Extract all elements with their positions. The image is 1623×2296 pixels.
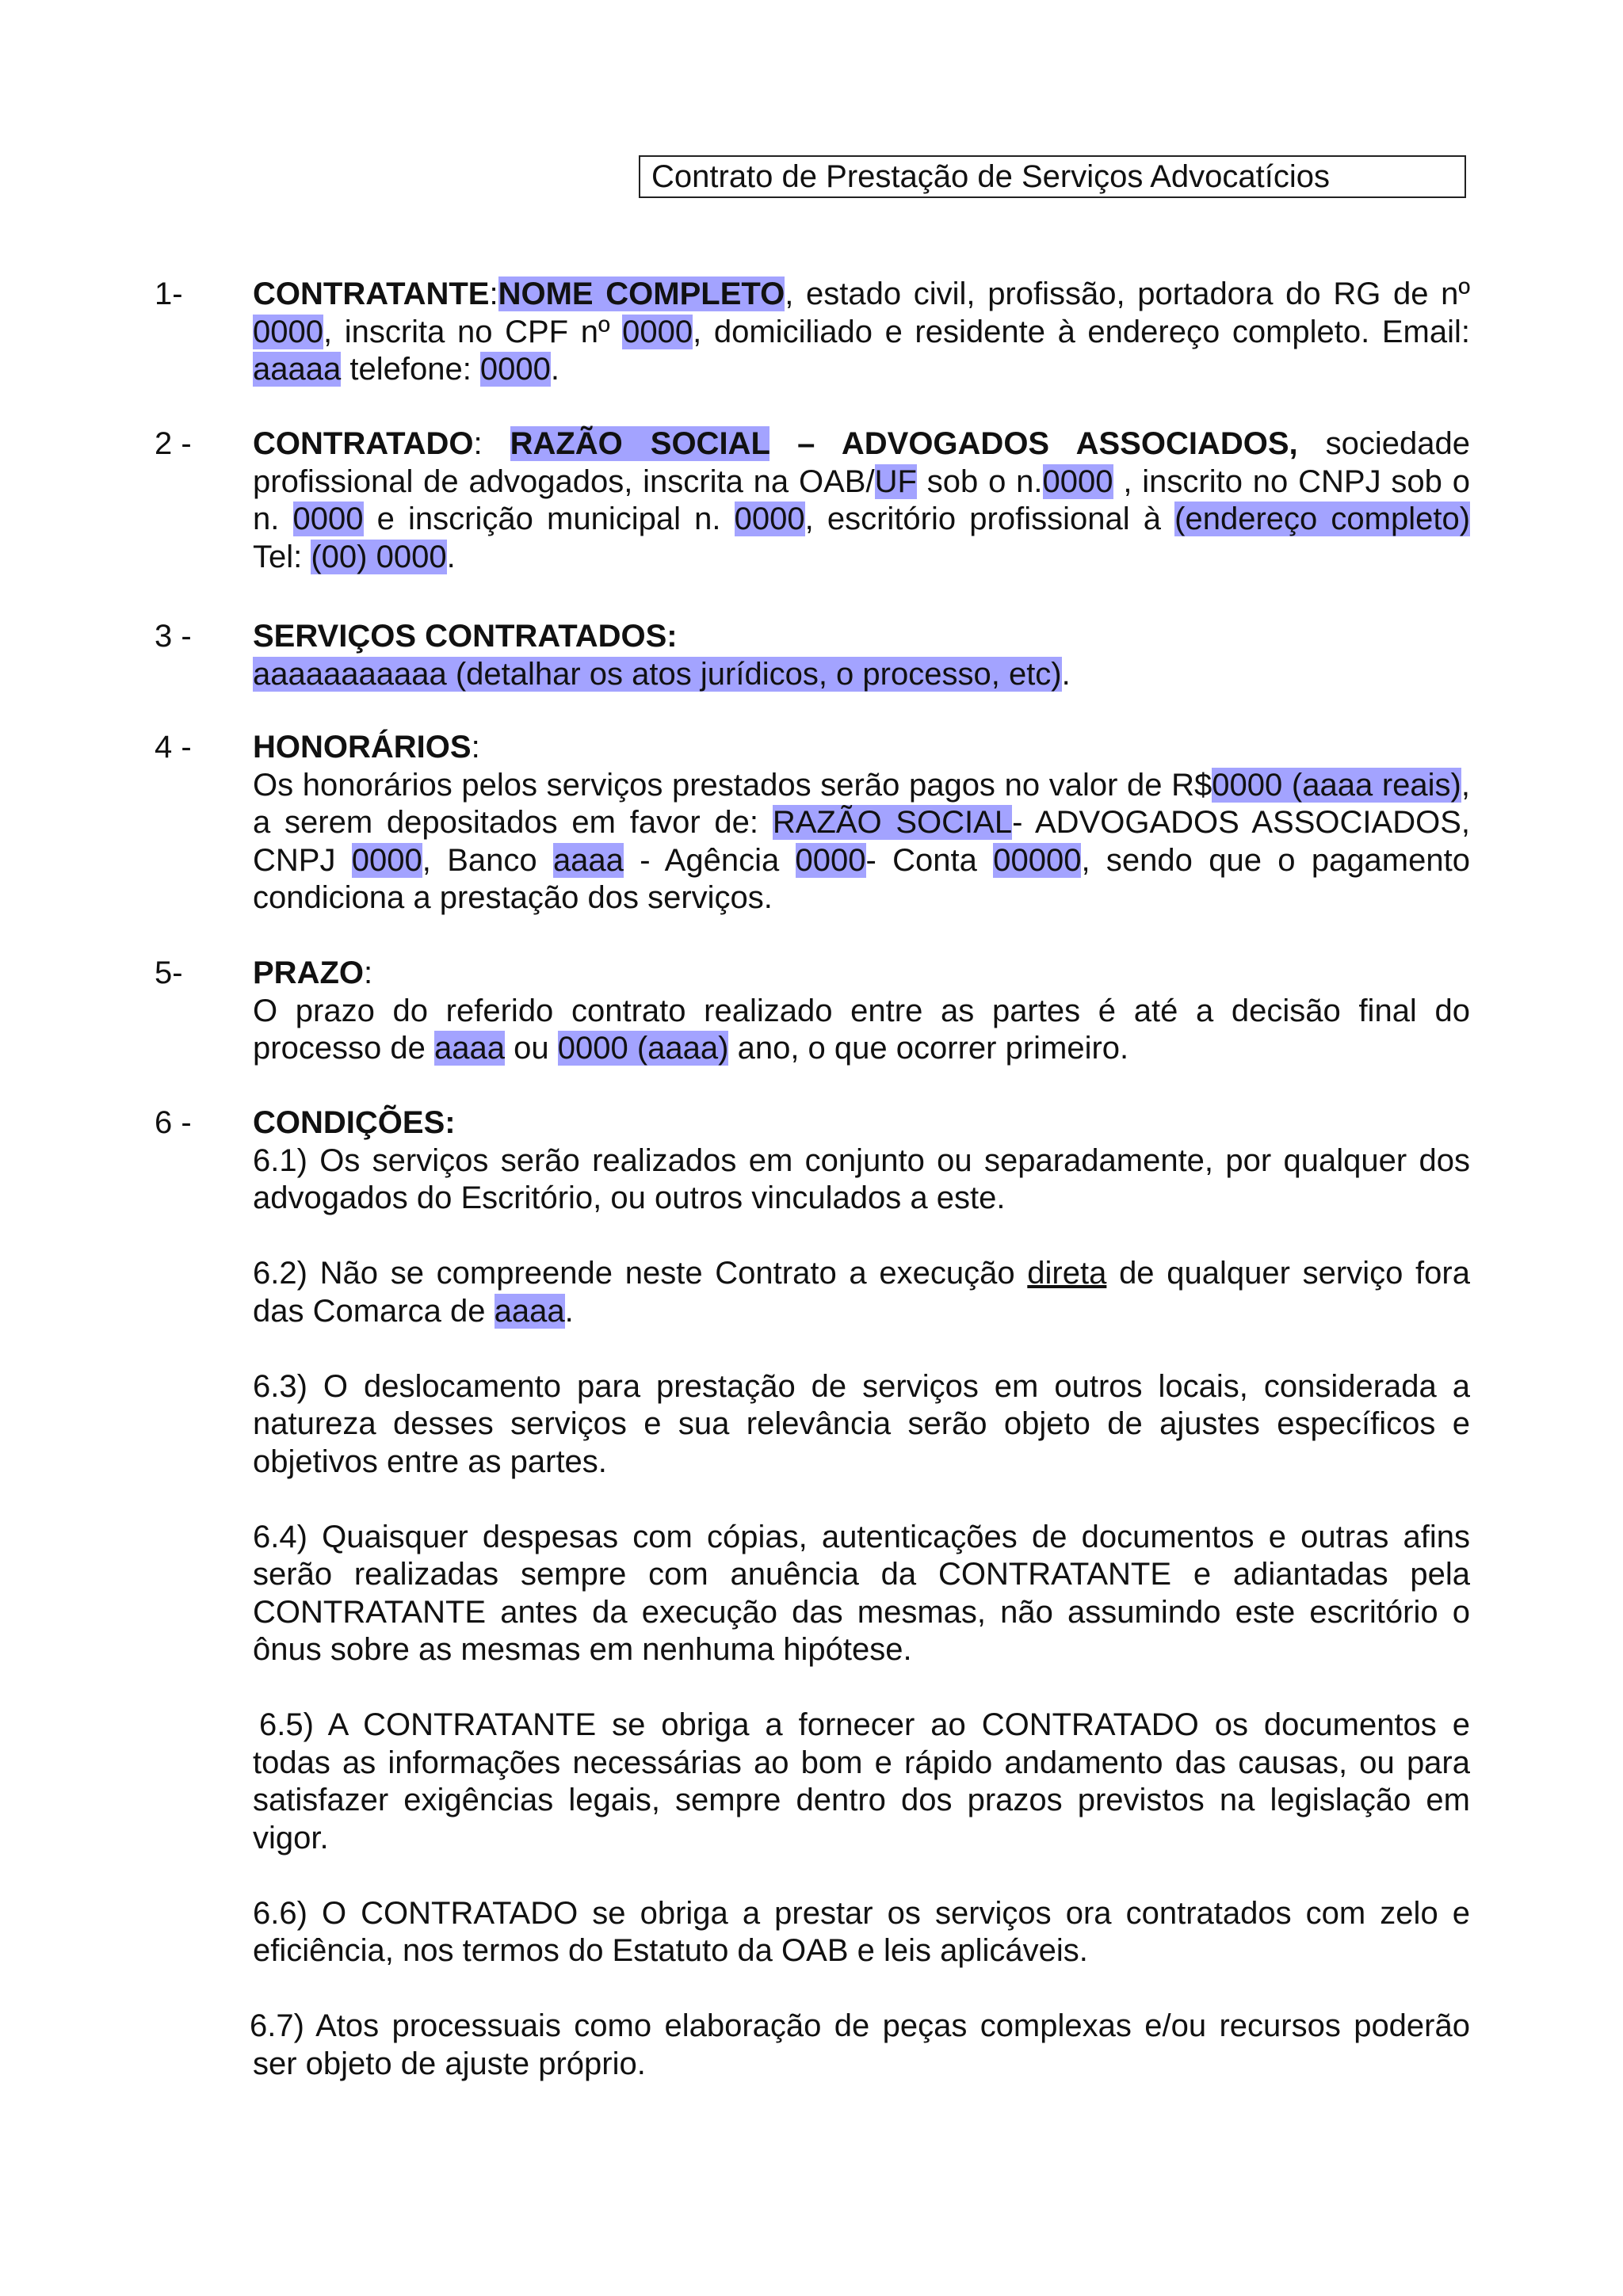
placeholder-oab: 0000 [1042, 463, 1113, 499]
text: , domiciliado e residente à endereço completo. Email: [693, 314, 1470, 349]
section-contratado [155, 425, 1470, 576]
placeholder-account: 00000 [993, 842, 1082, 878]
text: , sendo que o pagamento condiciona a prestação dos serviços. [253, 842, 1470, 915]
section-label: HONORÁRIOS [253, 730, 472, 765]
section-number: 5- [155, 955, 183, 990]
placeholder-comarca: aaaa [494, 1293, 565, 1329]
condition-6-5: 6.5) A CONTRATANTE se obriga a fornecer ao CONTRATADO os documentos e todas as informações necessárias ao bom e rápido andamento das causas, ou para satisfazer exigências legais, sempre dentro dos prazos previstos na legislação em vigor. [253, 1707, 1470, 1855]
section-body [253, 955, 1470, 1068]
placeholder-fee-value: 0000 (aaaa reais) [1212, 767, 1461, 803]
section-contratante [155, 276, 1470, 389]
text: , Banco [422, 842, 553, 878]
text: , a serem depositados em favor de: [253, 767, 1470, 840]
section-label: CONDIÇÕES: [253, 1105, 456, 1140]
section-number: 2 - [155, 426, 192, 461]
condition-6-4: 6.4) Quaisquer despesas com cópias, autenticações de documentos e outras afins serão realizadas sempre com anuência da CONTRATANTE e adiantadas pela CONTRATANTE antes da execução das mesmas, não assumindo este escritório o ônus sobre as mesmas em nenhuma hipótese. [253, 1519, 1470, 1667]
text: . [550, 352, 560, 387]
text: sociedade profissional de advogados, inscrita na OAB/ [253, 426, 1470, 499]
placeholder-name: NOME COMPLETO [498, 277, 785, 311]
placeholder-process: aaaa [434, 1031, 506, 1066]
placeholder-email: aaaaa [253, 352, 342, 387]
condition-6-3: 6.3) O deslocamento para prestação de serviços em outros locais, considerada a natureza desses serviços e sua relevância serão objeto de ajustes específicos e objetivos entre as partes. [253, 1368, 1470, 1479]
text: telefone: [341, 352, 480, 387]
text: . [446, 539, 456, 574]
placeholder-inscricao-municipal: 0000 [734, 502, 805, 536]
section-body [253, 425, 1470, 576]
section-paragraph [253, 729, 1470, 917]
document-title: Contrato de Prestação de Serviços Advocatícios [639, 155, 1466, 198]
section-body [253, 618, 1470, 693]
text: - Agência [623, 842, 796, 878]
text: O prazo do referido contrato realizado entre as partes é até a decisão final do processo de [253, 993, 1470, 1066]
section-number: 1- [155, 277, 183, 311]
section-number: 4 - [155, 730, 192, 765]
section-prazo [155, 955, 1470, 1068]
placeholder-agency: 0000 [795, 842, 866, 878]
placeholder-cpf: 0000 [622, 314, 693, 349]
section-label: CONTRATANTE [253, 277, 490, 311]
text: , escritório profissional à [804, 502, 1175, 536]
placeholder-phone: 0000 [479, 352, 551, 387]
text: : [489, 277, 498, 311]
text: – ADVOGADOS ASSOCIADOS, [769, 426, 1298, 461]
text: , inscrita no CPF nº [323, 314, 623, 349]
section-number: 3 - [155, 619, 192, 654]
section-paragraph [253, 276, 1470, 389]
text: : [471, 730, 480, 765]
placeholder-bank: aaaa [552, 842, 624, 878]
section-body [253, 276, 1470, 389]
section-body [250, 1104, 1470, 2083]
placeholder-cnpj: 0000 [292, 502, 364, 536]
text: - ADVOGADOS ASSOCIADOS, CNPJ [253, 805, 1470, 878]
placeholder-uf: UF [874, 463, 917, 499]
text: : [364, 955, 373, 990]
underlined-word: direta [1027, 1256, 1107, 1291]
condition-6-7: 6.7) Atos processuais como elaboração de peças complexas e/ou recursos poderão ser objeto de ajuste próprio. [250, 2008, 1470, 2081]
placeholder-tel: (00) 0000 [311, 539, 447, 574]
text: , estado civil, profissão, portadora do RG de nº [785, 277, 1470, 311]
section-label-paragraph [253, 1104, 1470, 1142]
text: . [564, 1293, 574, 1329]
text: e inscrição municipal n. [363, 502, 735, 536]
placeholder-razao-social: RAZÃO SOCIAL [772, 805, 1013, 840]
section-honorarios [155, 729, 1470, 917]
placeholder-address: (endereço completo) [1174, 502, 1471, 536]
text: sob o n. [916, 463, 1043, 499]
condition-6-2 [253, 1255, 1470, 1330]
section-condicoes [155, 1104, 1470, 2083]
text: Os honorários pelos serviços prestados serão pagos no valor de R$ [253, 767, 1212, 803]
section-label: PRAZO [253, 955, 364, 990]
condition-6-1: 6.1) Os serviços serão realizados em conjunto ou separadamente, por qualquer dos advogados do Escritório, ou outros vinculados a este. [253, 1142, 1470, 1215]
condition-6-6: 6.6) O CONTRATADO se obriga a prestar os serviços ora contratados com zelo e eficiência, nos termos do Estatuto da OAB e leis aplicáveis. [253, 1895, 1470, 1968]
text: 6.2) Não se compreende neste Contrato a execução [253, 1256, 1028, 1291]
placeholder-service-detail: aaaaaaaaaaa (detalhar os atos jurídicos, o processo, etc) [253, 656, 1062, 692]
section-paragraph [253, 955, 1470, 1068]
text: . [1061, 656, 1071, 692]
section-paragraph [253, 425, 1470, 576]
text: ano, o que ocorrer primeiro. [728, 1031, 1129, 1066]
text: : [473, 426, 510, 461]
text: de qualquer serviço fora das Comarca de [253, 1256, 1470, 1329]
placeholder-razao-social: RAZÃO SOCIAL [510, 426, 770, 461]
text: Tel: [253, 539, 311, 574]
section-servicos [155, 618, 1470, 693]
section-label: CONTRATADO [253, 426, 474, 461]
placeholder-cnpj: 0000 [351, 842, 422, 878]
section-label: SERVIÇOS CONTRATADOS: [253, 619, 678, 654]
section-paragraph [253, 618, 1470, 693]
section-body [253, 729, 1470, 917]
section-number: 6 - [155, 1105, 192, 1140]
text: , inscrito no CNPJ sob o n. [253, 463, 1470, 536]
text: - Conta [865, 842, 994, 878]
text: ou [505, 1031, 558, 1066]
placeholder-years: 0000 (aaaa) [557, 1031, 729, 1066]
placeholder-rg: 0000 [253, 314, 323, 349]
